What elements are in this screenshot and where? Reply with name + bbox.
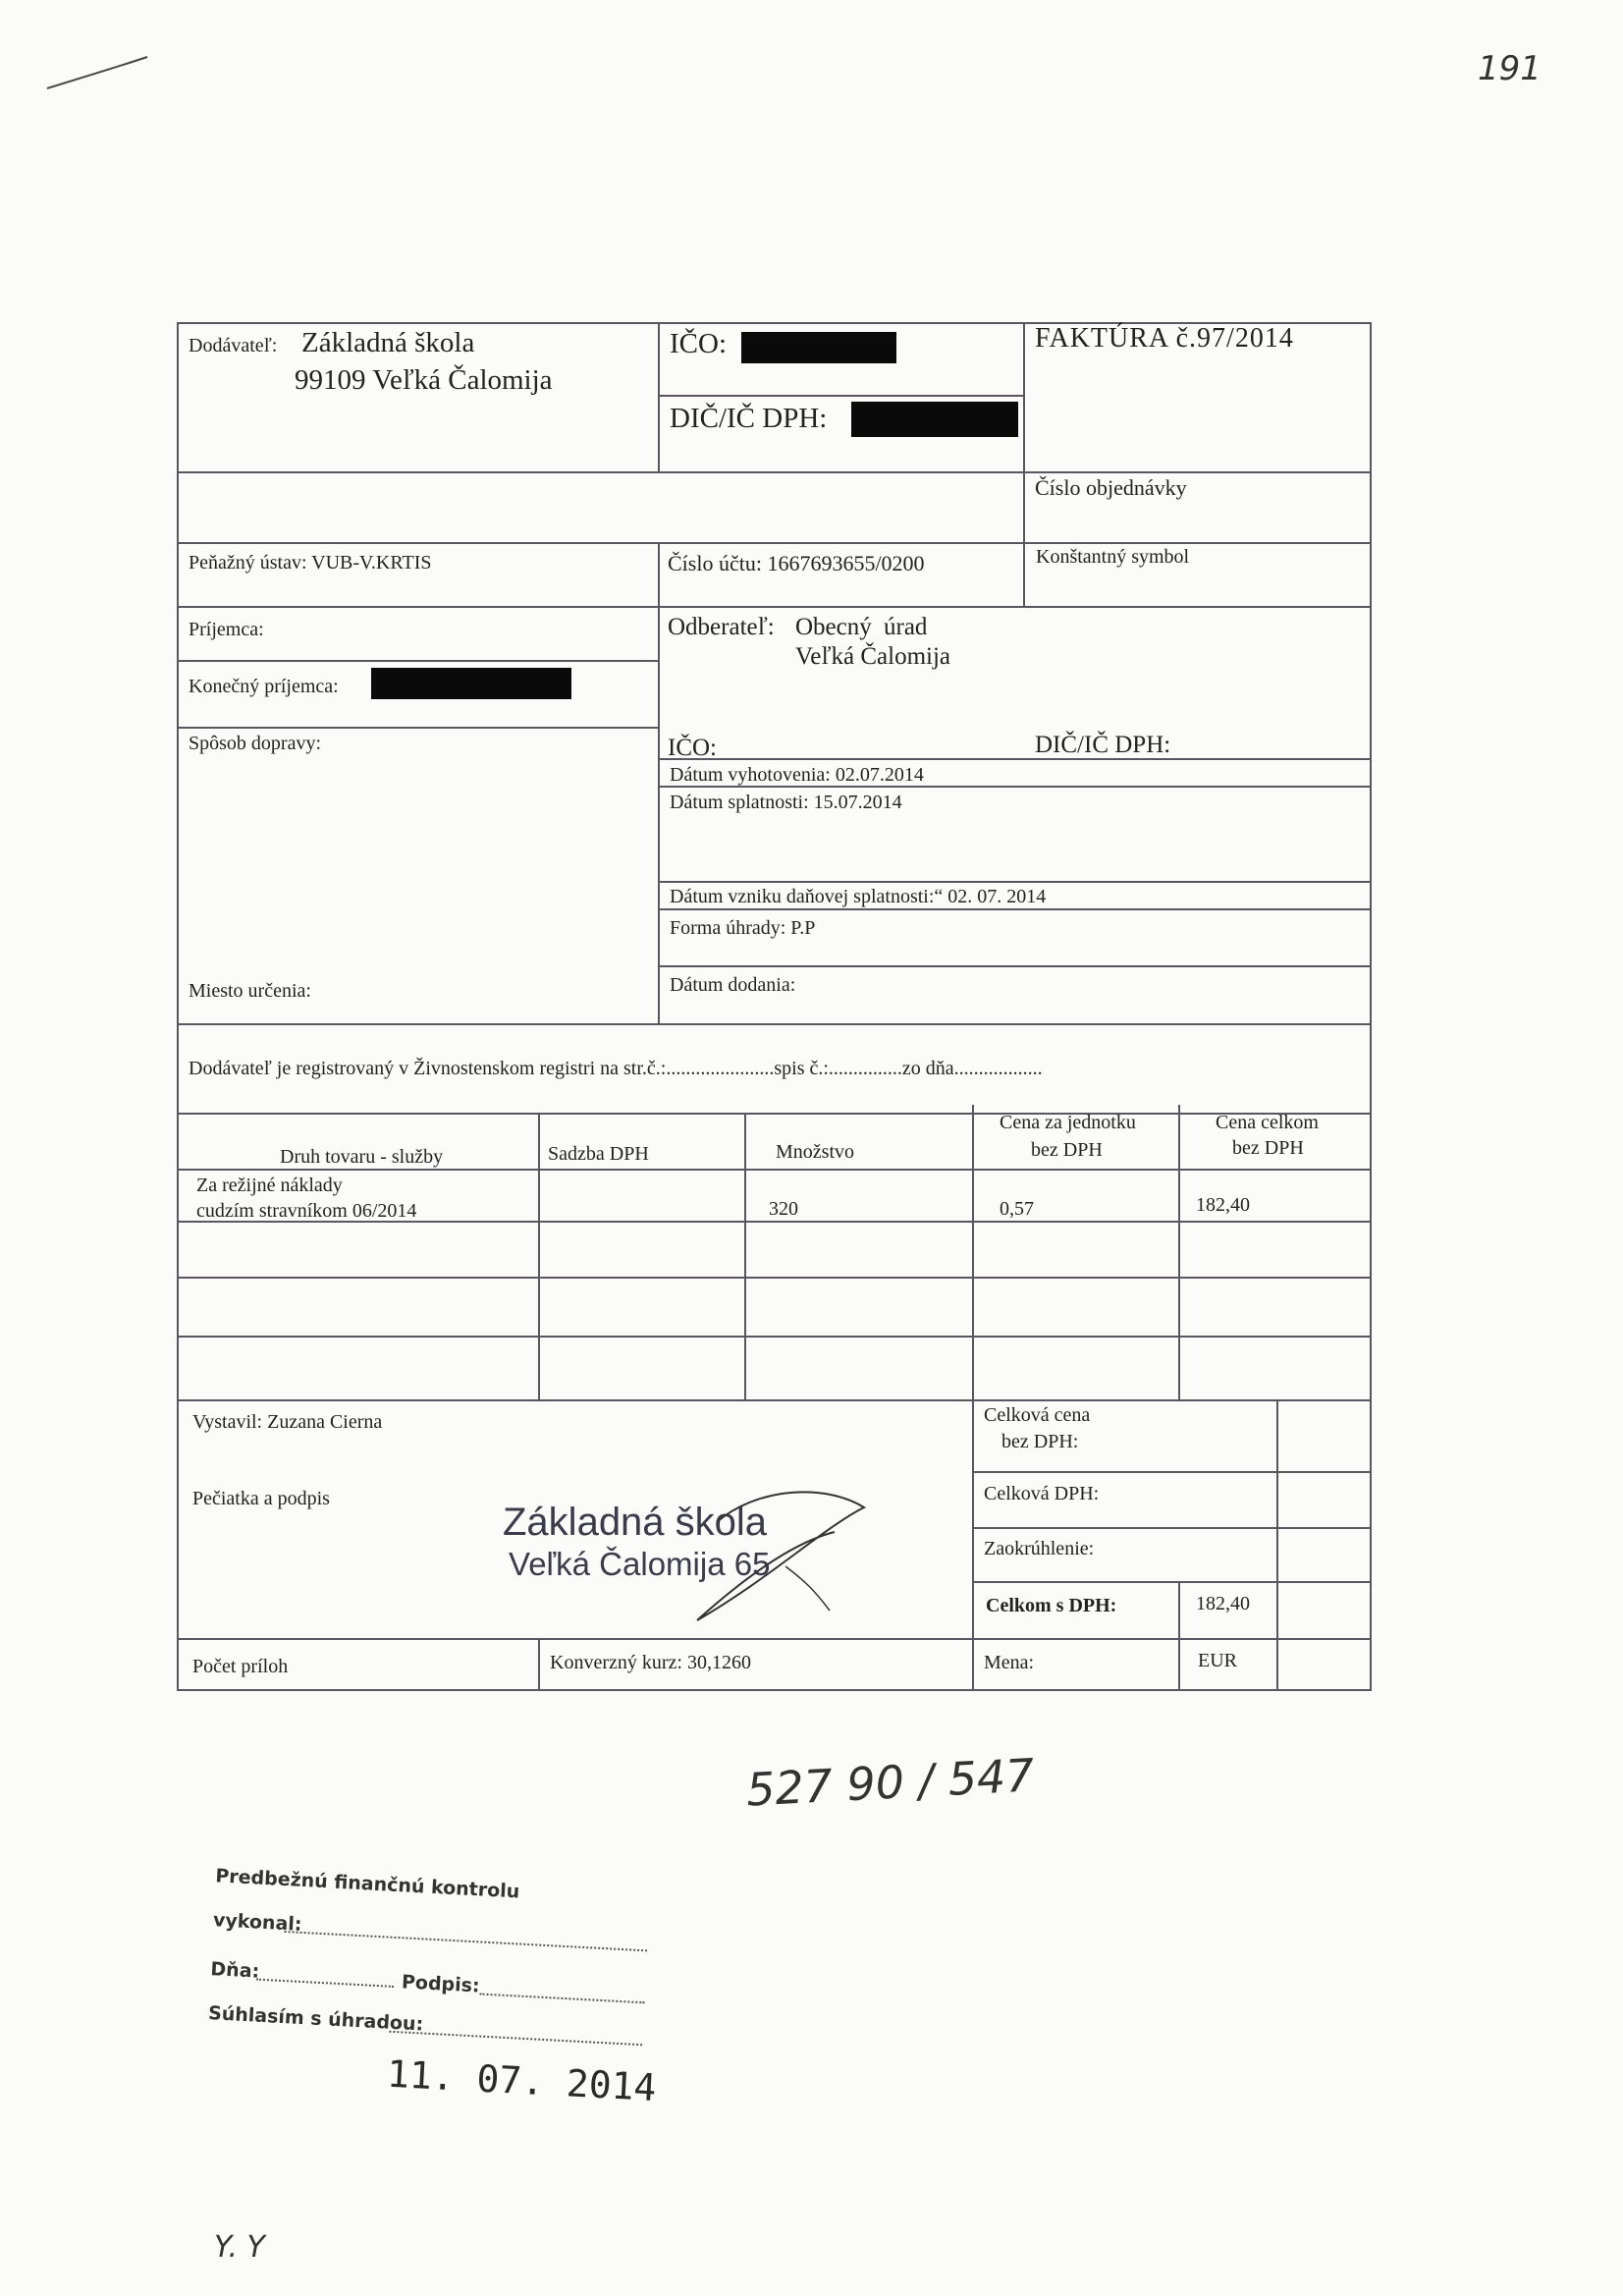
col-header-quantity: Množstvo <box>776 1141 854 1163</box>
delivery-date-label: Dátum dodania: <box>670 974 796 996</box>
stamp-signature-label: Pečiatka a podpis <box>192 1488 330 1509</box>
supplier-label: Dodávateľ: <box>189 335 278 356</box>
supplier-address: 99109 Veľká Čalomija <box>295 364 553 396</box>
delivery-method-label: Spôsob dopravy: <box>189 733 321 754</box>
redacted-ico <box>741 332 896 363</box>
control-performed-line <box>285 1931 648 1951</box>
customer-place: Veľká Čalomija <box>795 643 951 670</box>
total-no-vat-label: Celková cena <box>984 1404 1091 1426</box>
total-vat-label: Celková DPH: <box>984 1483 1100 1504</box>
handwritten-reference: 527 90 / 547 <box>744 1748 1036 1817</box>
recipient-label: Príjemca: <box>189 619 264 640</box>
control-agree-label: Súhlasím s úhradou: <box>207 2002 424 2036</box>
supplier-name: Základná škola <box>301 327 475 358</box>
constant-symbol-label: Konštantný symbol <box>1036 546 1190 568</box>
customer-label: Odberateľ: <box>668 614 775 640</box>
issue-date: Dátum vyhotovenia: 02.07.2014 <box>670 764 924 786</box>
order-number-label: Číslo objednávky <box>1035 475 1187 500</box>
page-number: 191 <box>1478 49 1542 88</box>
customer-ico-label: IČO: <box>668 735 717 761</box>
col-header-unit-price-sub: bez DPH <box>1031 1139 1103 1161</box>
final-recipient-label: Konečný príjemca: <box>189 676 339 697</box>
col-header-vat-rate: Sadzba DPH <box>548 1143 649 1165</box>
col-header-total: Cena celkom <box>1216 1112 1319 1133</box>
control-title: Predbežnú finančnú kontrolu <box>214 1865 520 1903</box>
pen-stroke-mark <box>39 49 157 98</box>
item-desc-line2: cudzím stravníkom 06/2014 <box>196 1200 417 1222</box>
control-performed-label: vykonal: <box>212 1909 302 1936</box>
payment-form: Forma úhrady: P.P <box>670 917 816 939</box>
school-stamp-line2: Veľká Čalomija 65 <box>509 1546 771 1582</box>
currency-value: EUR <box>1198 1650 1237 1671</box>
redacted-final-recipient <box>371 668 571 699</box>
control-signature-line <box>479 1993 644 2003</box>
total-with-vat-value: 182,40 <box>1196 1593 1250 1614</box>
registry-note: Dodávateľ je registrovaný v Živnostenskom registri na str.č.:......................spis č.:...............zo dňa.................. <box>189 1058 1043 1079</box>
currency-label: Mena: <box>984 1652 1035 1673</box>
tax-date: Dátum vzniku daňovej splatnosti:“ 02. 07. 2014 <box>670 886 1047 907</box>
due-date: Dátum splatnosti: 15.07.2014 <box>670 792 902 813</box>
control-agree-line <box>389 2031 642 2047</box>
customer-dic-label: DIČ/IČ DPH: <box>1035 732 1171 758</box>
control-day-label: Dňa: <box>209 1958 260 1983</box>
control-date-stamp: 11. 07. 2014 <box>386 2051 658 2110</box>
issued-by: Vystavil: Zuzana Cierna <box>192 1411 383 1433</box>
school-stamp-line1: Základná škola <box>503 1501 768 1544</box>
handwritten-initials: Y. Y <box>214 2230 265 2265</box>
redacted-dic <box>851 402 1018 437</box>
total-with-vat-label: Celkom s DPH: <box>986 1595 1117 1616</box>
col-header-item: Druh tovaru - služby <box>280 1146 444 1168</box>
item-quantity: 320 <box>769 1198 798 1220</box>
supplier-dic-label: DIČ/IČ DPH: <box>670 403 828 434</box>
total-no-vat-label-sub: bez DPH: <box>1001 1431 1079 1452</box>
item-total: 182,40 <box>1196 1194 1250 1216</box>
col-header-total-sub: bez DPH <box>1232 1137 1304 1159</box>
rounding-label: Zaokrúhlenie: <box>984 1538 1095 1559</box>
customer-name: Obecný úrad <box>795 614 928 640</box>
control-day-line <box>256 1979 394 1988</box>
account-label: Číslo účtu: 1667693655/0200 <box>668 551 925 575</box>
item-desc-line1: Za režijné náklady <box>196 1175 343 1196</box>
financial-control-stamp <box>197 1866 662 2145</box>
exchange-rate: Konverzný kurz: 30,1260 <box>550 1652 751 1673</box>
supplier-ico-label: IČO: <box>670 328 727 359</box>
control-signature-label: Podpis: <box>401 1971 481 1997</box>
col-header-unit-price: Cena za jednotku <box>1000 1112 1136 1133</box>
attachments-label: Počet príloh <box>192 1656 289 1677</box>
destination-label: Miesto určenia: <box>189 980 311 1002</box>
item-unit-price: 0,57 <box>1000 1198 1034 1220</box>
bank-label: Peňažný ústav: VUB-V.KRTIS <box>189 552 432 574</box>
invoice-title: FAKTÚRA č.97/2014 <box>1035 323 1294 354</box>
signature-scribble <box>677 1473 874 1630</box>
